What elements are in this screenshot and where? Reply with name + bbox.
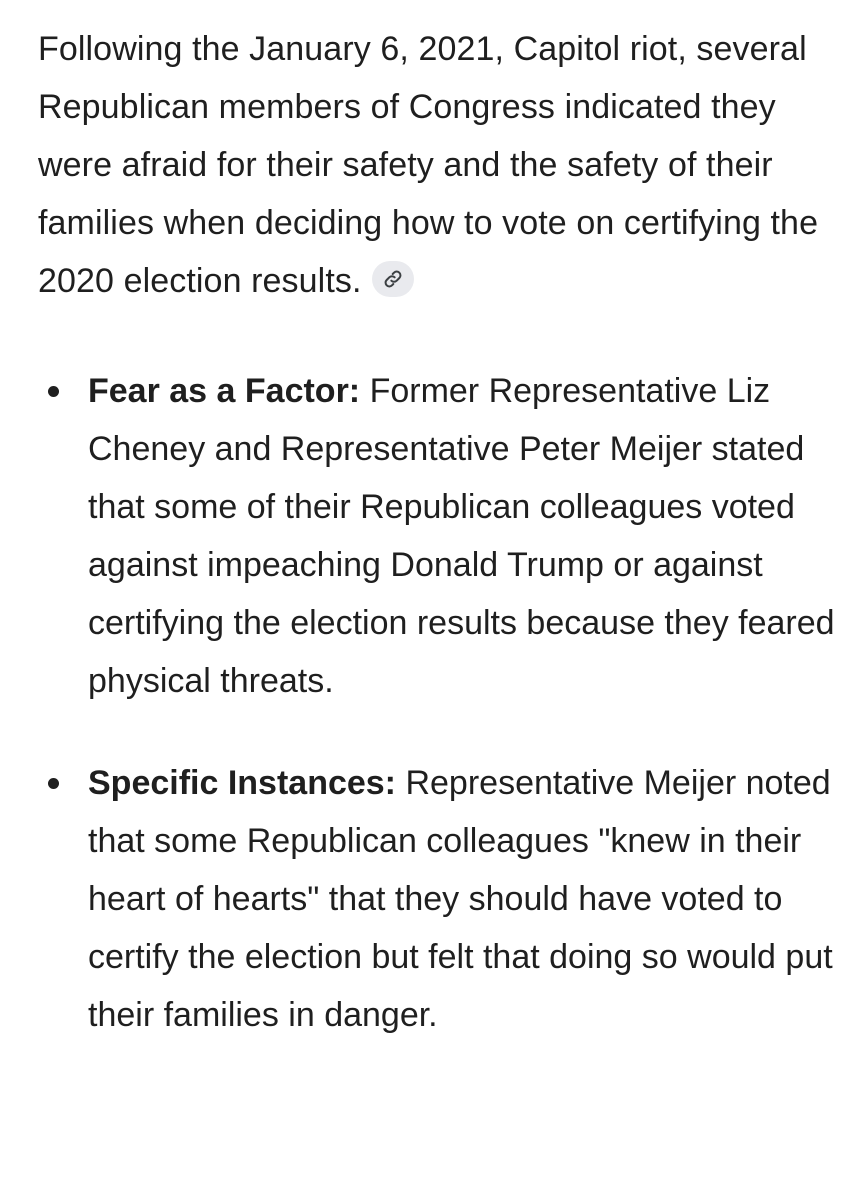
bullet-dot-icon: [48, 778, 59, 789]
bullet-item-fear-as-a-factor: [38, 362, 838, 710]
bullet-list: [38, 362, 838, 1044]
bullet-item-specific-instances: [38, 754, 838, 1044]
response-content: [38, 20, 838, 1088]
intro-paragraph: [38, 20, 838, 310]
bullet-title: Specific Instances:: [88, 764, 397, 802]
bullet-text: Representative Meijer noted that some Republican colleagues "knew in their heart of hearts" that they should have voted to certify the election but felt that doing so would put their families in danger.: [88, 764, 833, 1034]
source-link-chip[interactable]: [372, 261, 414, 297]
bullet-title: Fear as a Factor:: [88, 372, 361, 410]
link-icon: [383, 269, 403, 289]
intro-text: Following the January 6, 2021, Capitol riot, several Republican members of Congress indicated they were afraid for their safety and the safety of their families when deciding how to vote on certifying the 2020 election results.: [38, 30, 819, 300]
bullet-dot-icon: [48, 386, 59, 397]
bullet-text: Former Representative Liz Cheney and Representative Peter Meijer stated that some of their Republican colleagues voted against impeaching Donald Trump or against certifying the election results because they feared physical threats.: [88, 372, 835, 700]
